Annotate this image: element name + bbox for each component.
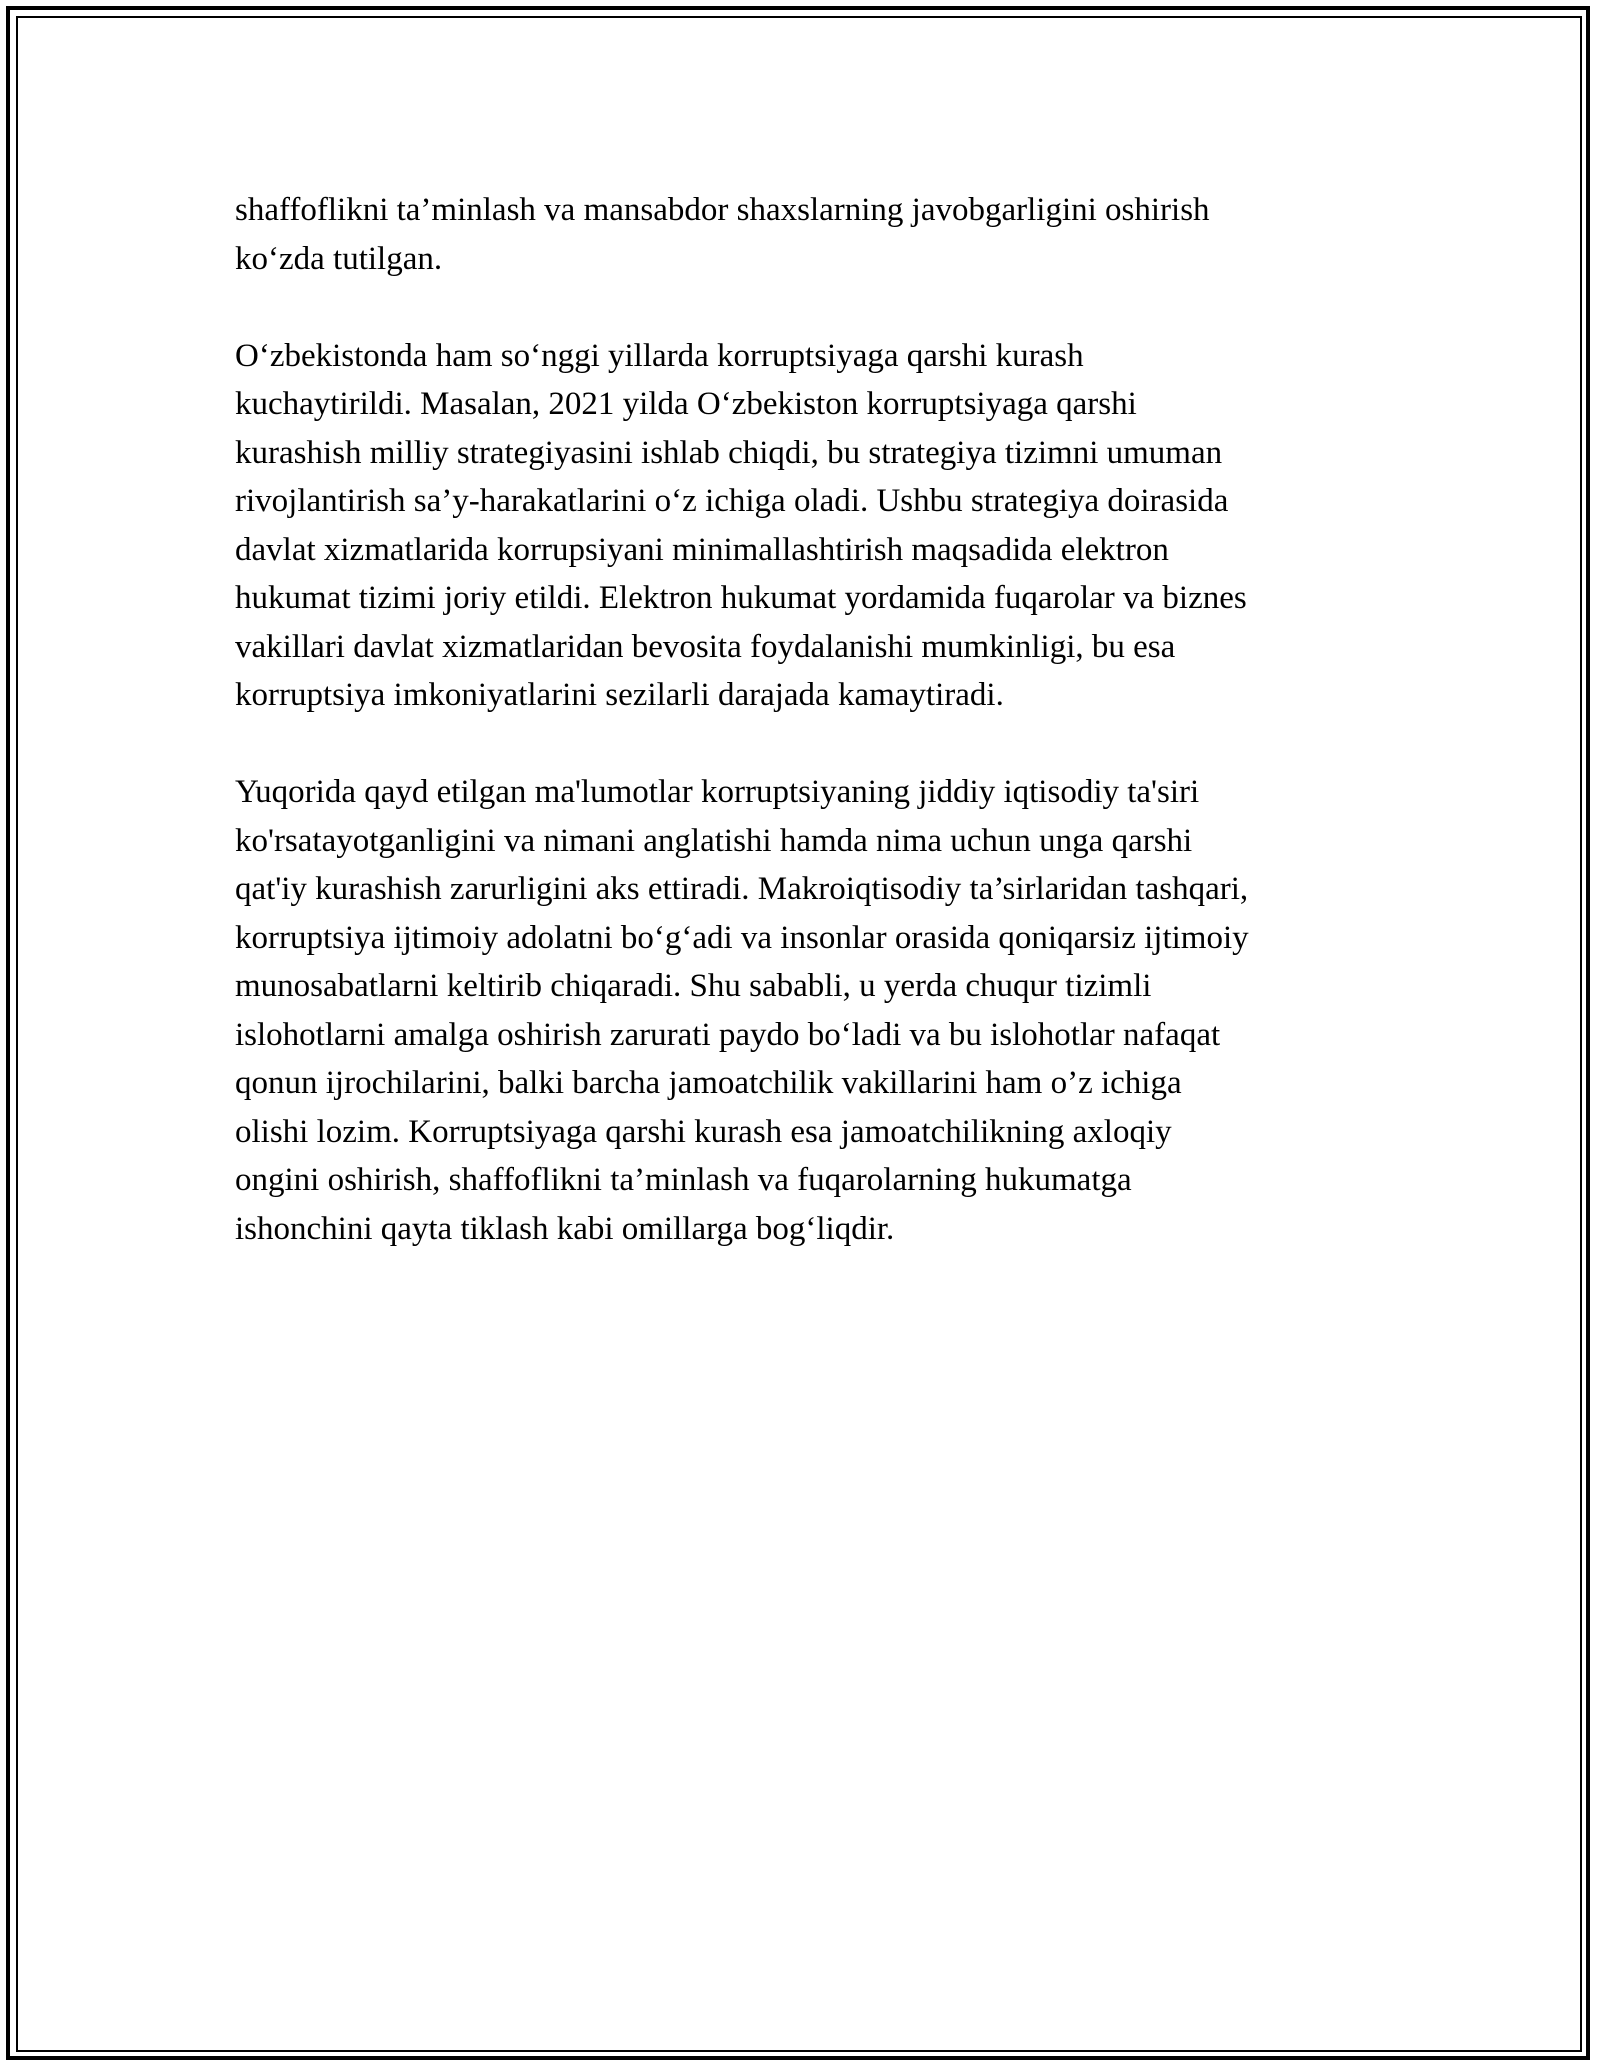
paragraph-3: Yuqorida qayd etilgan ma'lumotlar korruptsiyaning jiddiy iqtisodiy ta'siri ko'rsatayotganligini va nimani anglatishi hamda nima uchun unga qarshi qat'iy kurashish zarurligini aks ettiradi. Makroiqtisodiy ta’sirlaridan tashqari, korruptsiya ijtimoiy adolatni bo‘g‘adi va insonlar orasida qoniqarsiz ijtimoiy munosabatlarni keltirib chiqaradi. Shu sababli, u yerda chuqur tizimli islohotlarni amalga oshirish zarurati paydo bo‘ladi va bu islohotlar nafaqat qonun ijrochilarini, balki barcha jamoatchilik vakillarini ham o’z ichiga olishi lozim. Korruptsiyaga qarshi kurash esa jamoatchilikning axloqiy ongini oshirish, shaffoflikni ta’minlash va fuqarolarning hukumatga ishonchini qayta tiklash kabi omillarga bog‘liqdir. bbox=[235, 774, 1249, 1247]
paragraph-2: O‘zbekistonda ham so‘nggi yillarda korruptsiyaga qarshi kurash kuchaytirildi. Masalan, 2021 yilda O‘zbekiston korruptsiyaga qarshi kurashish milliy strategiyasini ishlab chiqdi, bu strategiya tizimni umuman rivojlantirish sa’y-harakatlarini o‘z ichiga oladi. Ushbu strategiya doirasida davlat xizmatlarida korrupsiyani minimallashtirish maqsadida elektron hukumat tizimi joriy etildi. Elektron hukumat yordamida fuqarolar va biznes vakillari davlat xizmatlaridan bevosita foydalanishi mumkinligi, bu esa korruptsiya imkoniyatlarini sezilarli darajada kamaytiradi. bbox=[235, 337, 1247, 713]
document-body bbox=[235, 186, 1375, 1302]
paragraph-1: shaffoflikni ta’minlash va mansabdor shaxslarning javobgarligini oshirish ko‘zda tutilgan. bbox=[235, 192, 1210, 277]
